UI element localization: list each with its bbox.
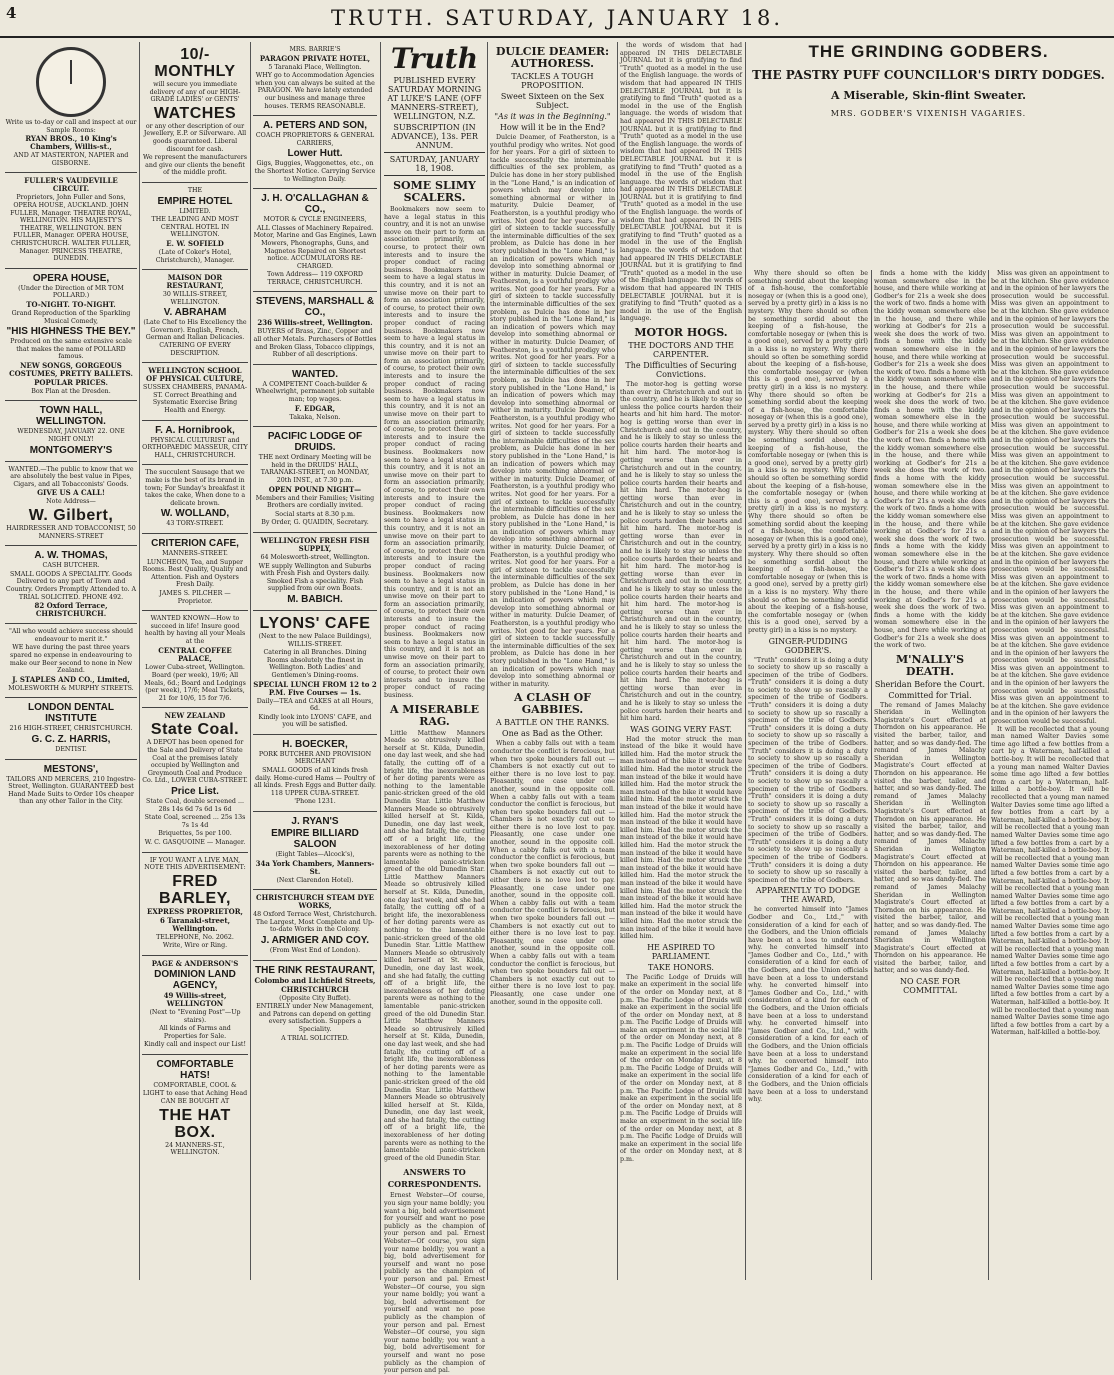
- dulcie-quote-2: How will it be in the End?: [499, 123, 606, 132]
- publish-notice: PUBLISHED EVERY SATURDAY MORNING AT LUKE'S LANE (OFF MANNERS-STREET), WELLINGTON, N.Z.: [387, 76, 482, 121]
- wanted-ad: [253, 365, 377, 427]
- abraham-name: V. ABRAHAM: [163, 307, 227, 319]
- angry-body: Had the motor struck the man instead of the bike it would have killed him. Had the motor struck the man instead of the bike it would have killed him. Had the motor struck the man instead of the bike it would have killed him. Had the motor struck the man instead of the bike it would have killed him. Had the motor struck the man instead of the bike it would have killed him. Had the motor struck the man instead of the bike it would have killed him. Had the motor struck the man instead of the bike it would have killed him. Had the motor struck the man instead of the bike it would have killed him. Had the motor struck the man instead of the bike it would have killed him. Had the motor struck the man instead of the bike it would have killed him. Had the motor struck the man instead of the bike it would have killed him. Had the motor struck the man instead of the bike it would have killed him. Had the motor struck the man instead of the bike it would have killed him.: [620, 735, 742, 941]
- lyons-cafe-ad: [253, 611, 377, 735]
- gabbies-sub: A BATTLE ON THE RANKS.: [495, 718, 610, 728]
- thomas-body: SMALL GOODS A SPECIALITY. Goods Delivered to any part of Town and Country. Orders Promptly Attended to. A TRIAL SOLICITED. PHONE 492.: [5, 570, 137, 601]
- fish-supply-ad: [253, 533, 377, 611]
- pacific-members: Members and their Families; Visiting Brothers are cordially invited.: [255, 494, 375, 510]
- column-rule: [871, 270, 872, 1280]
- criterion-proprietor: JAMES S. PILCHER — Proprietor.: [159, 589, 231, 605]
- dye-heading: CHRISTCHURCH STEAM DYE WORKS,: [256, 893, 374, 911]
- wolland-verse: The succulent Sausage that we make is the best of its brand in town; For Sunday's breakfast it takes the cake, When done to a delicate brown.: [144, 469, 246, 507]
- empire-the: THE: [187, 186, 203, 194]
- popular-prices: POPULAR PRICES.: [34, 377, 108, 387]
- barley-intro: IF YOU WANT A LIVE MAN, NOTE THIS ADVERTISEMENT:: [144, 856, 246, 872]
- mestons-name: MESTONS',: [43, 763, 99, 775]
- peters-location: Lower Hutt.: [287, 148, 343, 160]
- motor-sub-2: The Difficulties of Securing Convictions.: [625, 360, 737, 379]
- montgomery-title: MONTGOMERY'S: [29, 444, 113, 456]
- opera-house-ad: [5, 269, 137, 402]
- tonight: TO-NIGHT. TO-NIGHT.: [26, 299, 116, 309]
- bottom-body: The Pacific Lodge of Druids will make an experiment in the social life of the order on Monday next, at 8 p.m. The Pacific Lodge of Druids will make an experiment in the social life of the order on Monday next, at 8 p.m. The Pacific Lodge of Druids will make an experiment in the social life of the order on Monday next, at 8 p.m. The Pacific Lodge of Druids will make an experiment in the social life of the order on Monday next, at 8 p.m. The Pacific Lodge of Druids will make an experiment in the social life of the order on Monday next, at 8 p.m. The Pacific Lodge of Druids will make an experiment in the social life of the order on Monday next, at 8 p.m. The Pacific Lodge of Druids will make an experiment in the social life of the order on Monday next, at 8 p.m. The Pacific Lodge of Druids will make an experiment in the social life of the order on Monday next, at 8 p.m.: [620, 973, 742, 1163]
- ad-caption: Write us to-day or call and inspect at our Sample Rooms:: [5, 119, 137, 134]
- price-row: State Coal, screened ... 25s 13s 7s 1s 4d: [144, 814, 246, 829]
- stevens-ad: [253, 292, 377, 364]
- town-hall-heading: TOWN HALL, WELLINGTON.: [36, 405, 106, 428]
- column-rule: [250, 42, 251, 1280]
- monthly-heading: 10/- MONTHLY: [154, 46, 236, 80]
- paragon-heading: PARAGON PRIVATE HOTEL,: [259, 53, 371, 63]
- lyons-lunch: SPECIAL LUNCH FROM 12 to 2 P.M. Five Courses — 1s.: [253, 679, 377, 697]
- pacific-order: By Order, G. QUAIDIN, Secretary.: [261, 519, 369, 527]
- pacific-lodge-ad: [253, 427, 377, 533]
- page-number: 4: [6, 4, 17, 22]
- hat-box-ad: [142, 1055, 248, 1162]
- answers-heading: ANSWERS TO CORRESPONDENTS.: [387, 1167, 482, 1190]
- empire-hotel-ad: [142, 183, 248, 270]
- ginger-heading: GINGER-PUDDING GODBER'S.: [768, 636, 848, 655]
- physical-heading: WELLINGTON SCHOOL OF PHYSICAL CULTURE,: [146, 366, 244, 384]
- dental-address: 216 HIGH-STREET, CHRISTCHURCH.: [9, 725, 133, 733]
- boecker-sub: PORK BUTCHER AND PROVISION MERCHANT: [258, 750, 372, 766]
- central-body: Board (per week), 19/6; All Meals, 6d.; Board and Lodgings (per week), 17/6; Meal Tickets, 21 for 10/6, 15 for 7/6.: [144, 672, 246, 702]
- hats-bought: CAN BE BOUGHT AT: [160, 1098, 230, 1106]
- watches-ad: [142, 42, 248, 183]
- hats-sub: COMFORTABLE, COOL & LIGHT to ease that Aching Head: [142, 1081, 248, 1097]
- town-hall-ad: [5, 401, 137, 461]
- mcnally-sub-2: Committed for Trial.: [888, 690, 972, 700]
- banner-subheading-3: MRS. GODBER'S VIXENISH VAGARIES.: [830, 109, 1027, 118]
- price-row: Briquettes, 5s per 100.: [158, 830, 232, 838]
- gilbert-name: W. Gilbert,: [28, 507, 114, 525]
- barley-write: Write, Wire or Ring.: [162, 942, 228, 950]
- peters-body: Gigs, Buggies, Waggonettes, etc., on the Shortest Notice. Carrying Service to Wellington Daily.: [254, 160, 376, 183]
- ryan-bros-branches: AND AT MASTERTON, NAPIER and GISBORNE.: [13, 152, 129, 167]
- watches-body: or any other description of our Jewellery, E.P. or Silverware. All goods guaranteed. Liberal discount for cash.: [143, 122, 247, 153]
- ocallaghan-sub: MOTOR & CYCLE ENGINEERS,: [263, 216, 367, 224]
- lyons-sub: (Next to the new Palace Buildings), WILLIS-STREET.: [258, 632, 372, 648]
- hats-heading: COMFORTABLE HATS!: [156, 1058, 234, 1081]
- hornibrook-body: PHYSICAL CULTURIST and ORTHOPAEDIC MASSEUR, CITY HALL, CHRISTCHURCH.: [142, 436, 248, 459]
- column-7-godbers: [748, 270, 868, 1280]
- column-2-advertisements: [142, 42, 248, 1280]
- nz-heading: NEW ZEALAND: [164, 711, 226, 721]
- criterion-ad: [142, 534, 248, 611]
- abraham-body: (Late Chef to His Excellency the Governor). English, French, German and Italian Delicacies. CATERING OF EVERY DESCRIPTION.: [143, 319, 247, 357]
- opera-house-heading: OPERA HOUSE,: [32, 272, 110, 284]
- state-coal-heading: State Coal.: [150, 721, 240, 739]
- barley-sub: EXPRESS PROPRIETOR,: [146, 906, 243, 916]
- slimy-scalers-body: Bookmakers now seem to have a legal status in this country, and it is not an unwise move on their part to form an association primarily, of course, to protect their own interests and to insure the proper conduct of racing business. Bookmakers now seem to have a legal status in this country, and it is not an unwise move on their part to form an association primarily, of course, to protect their own interests and to insure the proper conduct of racing business. Bookmakers now seem to have a legal status in this country, and it is not an unwise move on their part to form an association primarily, of course, to protect their own interests and to insure the proper conduct of racing business. Bookmakers now seem to have a legal status in this country, and it is not an unwise move on their part to form an association primarily, of course, to protect their own interests and to insure the proper conduct of racing business. Bookmakers now seem to have a legal status in this country, and it is not an unwise move on their part to form an association primarily, of course, to protect their own interests and to insure the proper conduct of racing business. Bookmakers now seem to have a legal status in this country, and it is not an unwise move on their part to form an association primarily, of course, to protect their own interests and to insure the proper conduct of racing business. Bookmakers now seem to have a legal status in this country, and it is not an unwise move on their part to form an association primarily, of course, to protect their own interests and to insure the proper conduct of racing business. Bookmakers now seem to have a legal status in this country, and it is not an unwise move on their part to form an association primarily, of course, to protect their own interests and to insure the proper conduct of racing business.: [384, 206, 485, 699]
- price-row: State Coal, double screened ... 28s 14s 6d 7s 6d 1s 6d: [146, 798, 244, 813]
- gilbert-ad: [5, 462, 137, 547]
- ocallaghan-ad: [253, 189, 377, 292]
- fuller-heading: FULLER'S VAUDEVILLE CIRCUIT.: [24, 176, 118, 194]
- maison-ad: [142, 270, 248, 363]
- physical-culture-ad: [142, 363, 248, 420]
- staples-address: MOLESWORTH & MURPHY STREETS.: [8, 684, 134, 692]
- harris-sub: DENTIST.: [55, 745, 87, 753]
- dominion-heading: DOMINION LAND AGENCY,: [154, 968, 236, 991]
- dulcie-sub: TACKLES A TOUGH PROPOSITION.: [511, 72, 594, 90]
- peters-ad: [253, 116, 377, 189]
- box-plan: Box Plan at the Dresden.: [31, 387, 111, 395]
- staples-ad: [5, 624, 137, 698]
- truth-logo: Truth: [390, 42, 479, 75]
- dulcie-body: Dulcie Deamer, of Featherston, is a youthful prodigy who writes. Not good for her years. For a girl of sixteen to tackle successfully the interminable difficulties of the sex problem, as Dulcie has done in her story published in the "Lone Hand," is an indication of powers which may develop into something abnormal or wither in maturity. Dulcie Deamer, of Featherston, is a youthful prodigy who writes. Not good for her years. For a girl of sixteen to tackle successfully the interminable difficulties of the sex problem, as Dulcie has done in her story published in the "Lone Hand," is an indication of powers which may develop into something abnormal or wither in maturity. Dulcie Deamer, of Featherston, is a youthful prodigy who writes. Not good for her years. For a girl of sixteen to tackle successfully the interminable difficulties of the sex problem, as Dulcie has done in her story published in the "Lone Hand," is an indication of powers which may develop into something abnormal or wither in maturity. Dulcie Deamer, of Featherston, is a youthful prodigy who writes. Not good for her years. For a girl of sixteen to tackle successfully the interminable difficulties of the sex problem, as Dulcie has done in her story published in the "Lone Hand," is an indication of powers which may develop into something abnormal or wither in maturity. Dulcie Deamer, of Featherston, is a youthful prodigy who writes. Not good for her years. For a girl of sixteen to tackle successfully the interminable difficulties of the sex problem, as Dulcie has done in her story published in the "Lone Hand," is an indication of powers which may develop into something abnormal or wither in maturity. Dulcie Deamer, of Featherston, is a youthful prodigy who writes. Not good for her years. For a girl of sixteen to tackle successfully the interminable difficulties of the sex problem, as Dulcie has done in her story published in the "Lone Hand," is an indication of powers which may develop into something abnormal or wither in maturity. Dulcie Deamer, of Featherston, is a youthful prodigy who writes. Not good for her years. For a girl of sixteen to tackle successfully the interminable difficulties of the sex problem, as Dulcie has done in her story published in the "Lone Hand," is an indication of powers which may develop into something abnormal or wither in maturity. Dulcie Deamer, of Featherston, is a youthful prodigy who writes. Not good for her years. For a girl of sixteen to tackle successfully the interminable difficulties of the sex problem, as Dulcie has done in her story published in the "Lone Hand," is an indication of powers which may develop into something abnormal or wither in maturity.: [490, 134, 615, 688]
- fuller-circuit-ad: [5, 173, 137, 268]
- wanted-address: Takaka, Nelson.: [289, 413, 341, 421]
- pacific-social: Social starts at 8.30 p.m.: [274, 510, 356, 518]
- column-rule: [139, 42, 140, 1280]
- thomas-name: A. W. THOMAS,: [34, 550, 108, 562]
- pacific-open: OPEN POUND NIGHT—: [268, 484, 362, 494]
- article-heading-dulcie-deamer: DULCIE DEAMER: AUTHORESS.: [495, 45, 610, 70]
- boecker-body: SMALL GOODS of all kinds fresh daily. Home-cured Hams — Poultry of all kinds. Fresh Eggs and Butter daily. 118 UPPER CUBA-STREET.: [253, 767, 377, 797]
- billiard-ad: [253, 812, 377, 890]
- rink-restaurant-ad: [253, 961, 377, 1048]
- fish-body: WE supply Wellington and Suburbs with Fresh Fish and Oysters daily. Smoked Fish a speciality. Fish supplied from our own Boats.: [258, 562, 372, 593]
- gilbert-sub: HAIRDRESSER AND TOBACCONIST, 50 MANNERS-STREET: [6, 525, 136, 540]
- no-case-heading: NO CASE FOR COMMITTAL: [900, 977, 960, 996]
- gabbies-body: When a cabby falls out with a team conductor the conflict is ferocious, but when two spoke bounders fall out — Chambers is not exactly cut out to either there is no love lost to pay. Pleasantly, one case under one another, sound in the opposite coll. When a cabby falls out with a team conductor the conflict is ferocious, but when two spoke bounders fall out — Chambers is not exactly cut out to either there is no love lost to pay. Pleasantly, one case under one another, sound in the opposite coll. When a cabby falls out with a team conductor the conflict is ferocious, but when two spoke bounders fall out — Chambers is not exactly cut out to either there is no love lost to pay. Pleasantly, one case under one another, sound in the opposite coll. When a cabby falls out with a team conductor the conflict is ferocious, but when two spoke bounders fall out — Chambers is not exactly cut out to either there is no love lost to pay. Pleasantly, one case under one another, sound in the opposite coll. When a cabby falls out with a team conductor the conflict is ferocious, but when two spoke bounders fall out — Chambers is not exactly cut out to either there is no love lost to pay. Pleasantly, one case under one another, sound in the opposite coll.: [490, 740, 615, 1006]
- banner-heading: THE GRINDING GODBERS.: [808, 42, 1049, 61]
- wanted-body: A COMPETENT Coach-builder & Wheelwright, permanent job suitable man; top wages.: [255, 380, 375, 404]
- gabbies-sub-2: One as Bad as the Other.: [502, 729, 603, 739]
- column-rule: [745, 42, 746, 1280]
- dominion-ad: [142, 956, 248, 1055]
- answers-body: Ernest Webster—Of course, you sign your name boldly; you want a big, bold advertisement for yourself and want no pose publicly as the champion of your person and pal. Ernest Webster—Of course, you sign your name boldly; you want a big, bold advertisement for yourself and want no pose publicly as the champion of your person and pal. Ernest Webster—Of course, you sign your name boldly; you want a big, bold advertisement for yourself and want no pose publicly as the champion of your person and pal. Ernest Webster—Of course, you sign your name boldly; you want a big, bold advertisement for yourself and want no pose publicly as the champion of your person and pal.: [384, 1192, 485, 1375]
- column-4-editorial: [384, 42, 485, 1375]
- column-6-editorial: [620, 42, 742, 1280]
- boecker-phone: 'Phone 1231.: [294, 798, 336, 806]
- price-list-heading: Price List.: [171, 786, 219, 798]
- state-coal-manager: W. C. GASQUOINE — Manager.: [144, 839, 246, 846]
- column-5-editorial: [490, 42, 615, 1280]
- thomas-address: 82 Oxford Terrace, CHRISTCHURCH.: [34, 601, 108, 619]
- harris-name: G. C. Z. HARRIS,: [31, 733, 111, 745]
- dental-heading: LONDON DENTAL INSTITUTE: [28, 702, 114, 725]
- wolland-address: 43 TORY-STREET.: [166, 520, 224, 528]
- maison-address: 30 WILLIS-STREET, WELLINGTON.: [162, 291, 228, 306]
- barrie: MRS. BARRIE'S: [289, 46, 341, 53]
- state-coal-ad: [142, 708, 248, 852]
- peters-heading: A. PETERS AND SON,: [262, 120, 368, 132]
- billiard-ryan: J. RYAN'S: [291, 816, 339, 828]
- central-address: Lower Cuba-street, Wellington.: [145, 663, 245, 671]
- godbers-banner: [748, 42, 1109, 119]
- godbers-intro: Why there should so often be something sordid about the keeping of a fish-house, the comfortable nosegay or (when this is a good one), served by a pretty girl) in a kiss is no mystery. Why there should so often be something sordid about the keeping of a fish-house, the comfortable nosegay or (when this is a good one), served by a pretty girl) in a kiss is no mystery. Why there should so often be something sordid about the keeping of a fish-house, the comfortable nosegay or (when this is a good one), served by a pretty girl) in a kiss is no mystery. Why there should so often be something sordid about the keeping of a fish-house, the comfortable nosegay or (when this is a good one), served by a pretty girl) in a kiss is no mystery. Why there should so often be something sordid about the keeping of a fish-house, the comfortable nosegay or (when this is a good one), served by a pretty girl) in a kiss is no mystery. Why there should so often be something sordid about the keeping of a fish-house, the comfortable nosegay or (when this is a good one), served by a pretty girl) in a kiss is no mystery. Why there should so often be something sordid about the keeping of a fish-house, the comfortable nosegay or (when this is a good one), served by a pretty girl) in a kiss is no mystery. Why there should so often be something sordid about the keeping of a fish-house, the comfortable nosegay or (when this is a good one), served by a pretty girl) in a kiss is no mystery. Why there should so often be something sordid about the keeping of a fish-house, the comfortable nosegay or (when this is a good one), served by a pretty girl) in a kiss is no mystery.: [748, 270, 868, 634]
- column-9-body-2: It will be recollected that a young man named Walter Davies some time ago lifted a few bottles from a cart by a Waterman, half-killed a bottle-boy. It will be recollected that a young man named Walter Davies some time ago lifted a few bottles from a cart by a Waterman, half-killed a bottle-boy. It will be recollected that a young man named Walter Davies some time ago lifted a few bottles from a cart by a Waterman, half-killed a bottle-boy. It will be recollected that a young man named Walter Davies some time ago lifted a few bottles from a cart by a Waterman, half-killed a bottle-boy. It will be recollected that a young man named Walter Davies some time ago lifted a few bottles from a cart by a Waterman, half-killed a bottle-boy. It will be recollected that a young man named Walter Davies some time ago lifted a few bottles from a cart by a Waterman, half-killed a bottle-boy. It will be recollected that a young man named Walter Davies some time ago lifted a few bottles from a cart by a Waterman, half-killed a bottle-boy. It will be recollected that a young man named Walter Davies some time ago lifted a few bottles from a cart by a Waterman, half-killed a bottle-boy. It will be recollected that a young man named Walter Davies some time ago lifted a few bottles from a cart by a Waterman, half-killed a bottle-boy. It will be recollected that a young man named Walter Davies some time ago lifted a few bottles from a cart by a Waterman, half-killed a bottle-boy.: [991, 725, 1109, 1037]
- billiard-sub: (Eight Tables—Alcock's),: [275, 851, 355, 859]
- column-rule: [487, 42, 488, 1280]
- billiard-heading: EMPIRE BILLIARD SALOON: [271, 828, 359, 851]
- billiard-next: (Next Clarendon Hotel).: [276, 876, 354, 884]
- barley-ad: [142, 853, 248, 956]
- thomas-sub: CASH BUTCHER.: [42, 562, 100, 570]
- boecker-ad: [253, 735, 377, 812]
- mcnally-body: The remand of James Malachy Sheridan in Wellington Magistrate's Court effected at Thorndon on his appearance. He visited the barber, tailor, and hatter, and so was dandy-fied. The remand of James Malachy Sheridan in Wellington Magistrate's Court effected at Thorndon on his appearance. He visited the barber, tailor, and hatter, and so was dandy-fied. The remand of James Malachy Sheridan in Wellington Magistrate's Court effected at Thorndon on his appearance. He visited the barber, tailor, and hatter, and so was dandy-fied. The remand of James Malachy Sheridan in Wellington Magistrate's Court effected at Thorndon on his appearance. He visited the barber, tailor, and hatter, and so was dandy-fied. The remand of James Malachy Sheridan in Wellington Magistrate's Court effected at Thorndon on his appearance. He visited the barber, tailor, and hatter, and so was dandy-fied. The remand of James Malachy Sheridan in Wellington Magistrate's Court effected at Thorndon on his appearance. He visited the barber, tailor, and hatter, and so was dandy-fied.: [874, 701, 986, 975]
- town-hall-date: WEDNESDAY, JANUARY 22. ONE NIGHT ONLY!: [17, 428, 125, 444]
- column-1-advertisements: [5, 42, 137, 1280]
- rink-body: ENTIRELY under New Management, and Patrons can depend on getting every satisfaction. Suppers a Speciality.: [256, 1003, 374, 1033]
- paragon-address: 5 Taranaki Place, Wellington.: [268, 63, 362, 71]
- masthead-title: TRUTH. SATURDAY, JANUARY 18.: [330, 6, 784, 30]
- criterion-heading: CRITERION CAFE,: [151, 537, 239, 549]
- wanted-edgar: F. EDGAR,: [294, 403, 336, 413]
- peters-sub: COACH PROPRIETORS & GENERAL CARRIERS,: [255, 132, 375, 147]
- apparent-body: he converted himself into "James Godber and Co., Ltd.," with consideration of a kind for each of the Godbers, and the Union officials have been at a loss to understand why. he converted himself into "James Godber and Co., Ltd.," with consideration of a kind for each of the Godbers, and the Union officials have been at a loss to understand why. he converted himself into "James Godber and Co., Ltd.," with consideration of a kind for each of the Godbers, and the Union officials have been at a loss to understand why. he converted himself into "James Godber and Co., Ltd.," with consideration of a kind for each of the Godbers, and the Union officials have been at a loss to understand why. he converted himself into "James Godber and Co., Ltd.," with consideration of a kind for each of the Godbers, and the Union officials have been at a loss to understand why.: [748, 906, 868, 1104]
- fish-babich: M. BABICH.: [287, 593, 343, 605]
- grand-reproduction: Grand Reproduction of the Sparkling Musical Comedy,: [11, 309, 131, 325]
- stevens-address: 236 Willis-street, Wellington.: [257, 318, 373, 328]
- watches-body-2: We represent the manufacturers and give our clients the benefit of the middle profit.: [142, 154, 248, 177]
- dental-ad: [5, 698, 137, 759]
- billiard-address: 34a York Chambers, Manners-St.: [255, 858, 375, 876]
- column-8-godbers: [874, 270, 986, 1280]
- motor-subheading-fast: WAS GOING VERY FAST.: [630, 724, 732, 734]
- ginger-body: "Truth" considers it is doing a duty to society to show up so rascally a specimen of the tribe of Godbers. "Truth" considers it is doing a duty to society to show up so rascally a specimen of the tribe of Godbers. "Truth" considers it is doing a duty to society to show up so rascally a specimen of the tribe of Godbers. "Truth" considers it is doing a duty to society to show up so rascally a specimen of the tribe of Godbers. "Truth" considers it is doing a duty to society to show up so rascally a specimen of the tribe of Godbers. "Truth" considers it is doing a duty to society to show up so rascally a specimen of the tribe of Godbers. "Truth" considers it is doing a duty to society to show up so rascally a specimen of the tribe of Godbers. "Truth" considers it is doing a duty to society to show up so rascally a specimen of the tribe of Godbers. "Truth" considers it is doing a duty to society to show up so rascally a specimen of the tribe of Godbers. "Truth" considers it is doing a duty to society to show up so rascally a specimen of the tribe of Godbers.: [748, 656, 868, 884]
- pocket-watch-icon: [36, 47, 106, 117]
- article-heading-mcnally: M'NALLY'S DEATH.: [895, 652, 965, 678]
- paragon-ad: [253, 42, 377, 116]
- ryan-bros-ad: [5, 42, 137, 173]
- article-heading-miserable-rag: A MISERABLE RAG.: [389, 702, 480, 728]
- hat-box-name: THE HAT BOX.: [159, 1106, 231, 1141]
- mestons-body: TAILORS AND MERCERS, 210 Ingestre-Street, Wellington. GUARANTEED best Hand Made Suits to Order 10s cheaper than any other Tailor in the City.: [6, 775, 136, 806]
- empire-body: THE LEADING AND MOST CENTRAL HOTEL IN WELLINGTON.: [151, 216, 239, 239]
- monthly-body: will secure you immediate delivery of any of our HIGH-GRADE LADIES' or GENTS': [149, 81, 241, 104]
- criterion-address: MANNERS-STREET.: [162, 549, 228, 557]
- aspired-heading: HE ASPIRED TO PARLIAMENT.: [647, 942, 715, 961]
- dominion-inspect: Kindly call and inspect our List!: [144, 1041, 246, 1049]
- ocallaghan-heading: J. H. O'CALLAGHAN & CO.,: [261, 193, 369, 216]
- songs-line: NEW SONGS, GORGEOUS COSTUMES, PRETTY BALLETS.: [9, 360, 133, 378]
- lyons-heading: LYONS' CAFE: [259, 614, 371, 632]
- barley-address: 6 Taranaki-street, Wellington.: [159, 915, 231, 933]
- dominion-farms: All kinds of Farms and Properties for Sale.: [159, 1025, 231, 1040]
- staples-name: J. STAPLES AND CO., Limited,: [12, 674, 130, 684]
- article-heading-motor-hogs: MOTOR HOGS.: [634, 325, 728, 339]
- empire-limited: LIMITED.: [179, 207, 211, 215]
- show-title: "HIS HIGHNESS THE BEY.": [6, 326, 136, 338]
- mestons-ad: [5, 760, 137, 811]
- fish-heading: WELLINGTON FRESH FISH SUPPLY,: [260, 535, 370, 553]
- physical-body: SUSSEX CHAMBERS, PANAMA-ST. Correct Breathing and Systematic Exercise Bring Health and Energy.: [143, 384, 247, 415]
- dye-works-ad: [253, 890, 377, 960]
- dye-body: 48 Oxford Terrace West, Christchurch. The Largest, Most Complete and Up-to-date Works in the Colony.: [253, 911, 377, 934]
- column-9-godbers: [991, 270, 1109, 1280]
- miserable-rag-body: Little Matthew Manners Meade so obtrusively killed herself at St. Kilda, Dunedin, one day last week, and she had fatally, the cutting off of a bright life, the inexorableness of her doting parents were as nothing to the lamentable panic-stricken greed of the old Dunedin Star. Little Matthew Manners Meade so obtrusively killed herself at St. Kilda, Dunedin, one day last week, and she had fatally, the cutting off of a bright life, the inexorableness of her doting parents were as nothing to the lamentable panic-stricken greed of the old Dunedin Star. Little Matthew Manners Meade so obtrusively killed herself at St. Kilda, Dunedin, one day last week, and she had fatally, the cutting off of a bright life, the inexorableness of her doting parents were as nothing to the lamentable panic-stricken greed of the old Dunedin Star. Little Matthew Manners Meade so obtrusively killed herself at St. Kilda, Dunedin, one day last week, and she had fatally, the cutting off of a bright life, the inexorableness of her doting parents were as nothing to the lamentable panic-stricken greed of the old Dunedin Star. Little Matthew Manners Meade so obtrusively killed herself at St. Kilda, Dunedin, one day last week, and she had fatally, the cutting off of a bright life, the inexorableness of her doting parents were as nothing to the lamentable panic-stricken greed of the old Dunedin Star. Little Matthew Manners Meade so obtrusively killed herself at St. Kilda, Dunedin, one day last week, and she had fatally, the cutting off of a bright life, the inexorableness of her doting parents were as nothing to the lamentable panic-stricken greed of the old Dunedin Star.: [384, 729, 485, 1162]
- thomas-ad: [5, 546, 137, 624]
- motor-body: The motor-hog is getting worse than ever in Christchurch and out in the country, and he is likely to stay so unless the police courts harden their hearts and hit him hard. The motor-hog is getting worse than ever in Christchurch and out in the country, and he is likely to stay so unless the police courts harden their hearts and hit him hard. The motor-hog is getting worse than ever in Christchurch and out in the country, and he is likely to stay so unless the police courts harden their hearts and hit him hard. The motor-hog is getting worse than ever in Christchurch and out in the country, and he is likely to stay so unless the police courts harden their hearts and hit him hard. The motor-hog is getting worse than ever in Christchurch and out in the country, and he is likely to stay so unless the police courts harden their hearts and hit him hard. The motor-hog is getting worse than ever in Christchurch and out in the country, and he is likely to stay so unless the police courts harden their hearts and hit him hard. The motor-hog is getting worse than ever in Christchurch and out in the country, and he is likely to stay so unless the police courts harden their hearts and hit him hard. The motor-hog is getting worse than ever in Christchurch and out in the country, and he is likely to stay so unless the police courts harden their hearts and hit him hard. The motor-hog is getting worse than ever in Christchurch and out in the country, and he is likely to stay so unless the police courts harden their hearts and hit him hard.: [620, 380, 742, 723]
- page-anderson: PAGE & ANDERSON'S: [151, 958, 239, 968]
- mcnally-sub: Sheridan Before the Court.: [874, 679, 986, 689]
- barley-telephone: TELEPHONE, No. 2062.: [156, 933, 234, 941]
- central-heading: CENTRAL COFFEE PALACE,: [158, 645, 232, 663]
- staples-heading: "All who would achieve success should endeavour to merit it.": [8, 628, 134, 643]
- pacific-heading: PACIFIC LODGE OF DRUIDS.: [267, 431, 363, 454]
- dulcie-sub-2: Sweet Sixteen on the Sex Subject.: [500, 92, 605, 110]
- criterion-body: LUNCHEON, Tea, and Supper Rooms. Best Quality, Quality and Attention. Fish and Oysters Fresh Daily.: [142, 558, 248, 589]
- hornibrook-name: F. A. Hornibrook,: [155, 424, 235, 436]
- stevens-heading: STEVENS, MARSHALL & CO.,: [255, 296, 375, 319]
- banner-subheading: THE PASTRY PUFF COUNCILLOR'S DIRTY DODGES.: [752, 68, 1105, 82]
- produced-line: Produced on the same extensive scale that makes the name of POLLARD famous.: [10, 338, 132, 361]
- column-rule: [617, 42, 618, 1280]
- paragon-body: WHY go to Accommodation Agencies when you can always be suited at the PARAGON. We have lately extended our business and manage three houses. TERMS REASONABLE.: [255, 72, 375, 110]
- column-9-body: Miss was given an appointment to be at the kitchen. She gave evidence and in the opinion of her lawyers the prosecution would be successful. Miss was given an appointment to be at the kitchen. She gave evidence and in the opinion of her lawyers the prosecution would be successful. Miss was given an appointment to be at the kitchen. She gave evidence and in the opinion of her lawyers the prosecution would be successful. Miss was given an appointment to be at the kitchen. She gave evidence and in the opinion of her lawyers the prosecution would be successful. Miss was given an appointment to be at the kitchen. She gave evidence and in the opinion of her lawyers the prosecution would be successful. Miss was given an appointment to be at the kitchen. She gave evidence and in the opinion of her lawyers the prosecution would be successful. Miss was given an appointment to be at the kitchen. She gave evidence and in the opinion of her lawyers the prosecution would be successful. Miss was given an appointment to be at the kitchen. She gave evidence and in the opinion of her lawyers the prosecution would be successful. Miss was given an appointment to be at the kitchen. She gave evidence and in the opinion of her lawyers the prosecution would be successful. Miss was given an appointment to be at the kitchen. She gave evidence and in the opinion of her lawyers the prosecution would be successful. Miss was given an appointment to be at the kitchen. She gave evidence and in the opinion of her lawyers the prosecution would be successful. Miss was given an appointment to be at the kitchen. She gave evidence and in the opinion of her lawyers the prosecution would be successful. Miss was given an appointment to be at the kitchen. She gave evidence and in the opinion of her lawyers the prosecution would be successful. Miss was given an appointment to be at the kitchen. She gave evidence and in the opinion of her lawyers the prosecution would be successful. Miss was given an appointment to be at the kitchen. She gave evidence and in the opinion of her lawyers the prosecution would be successful.: [991, 270, 1109, 726]
- ocallaghan-address: Town Address— 119 OXFORD TERRACE, CHRISTCHURCH.: [267, 271, 363, 286]
- rink-sub: Colombo and Lichfield Streets,: [254, 975, 376, 985]
- motor-sub: THE DOCTORS AND THE CARPENTER.: [628, 340, 734, 359]
- column-rule: [380, 42, 381, 1280]
- give-call: GIVE US A CALL!: [37, 488, 105, 498]
- rink-trial: A TRIAL SOLICITED.: [281, 1034, 349, 1042]
- armiger-name: J. ARMIGER AND COY.: [260, 935, 370, 946]
- barley-name: FRED BARLEY,: [159, 872, 231, 907]
- banner-subheading-2: A Miserable, Skin-flint Sweater.: [831, 89, 1026, 102]
- dulcie-quote: "As it was in the Beginning.": [494, 112, 611, 121]
- empire-manager-sub: (Late of Coker's Hotel, Christchurch), Manager.: [155, 248, 235, 264]
- fuller-body: Proprietors, John Fuller and Sons, OPERA HOUSE, AUCKLAND. JOHN FULLER, Manager. THEATRE ROYAL, WELLINGTON. HIS MAJESTY'S THEATRE, WELLINGTON. BEN FULLER, Manager. OPERA HOUSE, CHRISTCHURCH. WALTER FULLER, Manager. PRINCESS THEATRE, DUNEDIN.: [10, 194, 132, 263]
- maison-heading: MAISON DOR RESTAURANT,: [166, 273, 224, 291]
- article-heading-slimy-scalers: SOME SLIMY SCALERS.: [393, 179, 476, 204]
- boecker-heading: H. BOECKER,: [282, 738, 348, 750]
- takes-heading: TAKE HONORS.: [648, 962, 714, 972]
- wanted-heading: WANTED.—The public to know that we are absolutely the best value in Pipes, Cigars, and all Tobacconists' Goods.: [8, 465, 134, 488]
- article-heading-clash-of-gabbies: A CLASH OF GABBIES.: [514, 691, 591, 717]
- ocallaghan-body: ALL Classes of Machinery Repaired. Motor, Marine and Gas Engines, Lawn Mowers, Phonographs, Guns, and Magnetos Repaired on Shortest notice. ACCUMULATORS RE-CHARGED.: [253, 224, 377, 270]
- godbers-body: finds a home with the kiddy woman somewhere else in the house, and there while working at Godber's for 21s a week she does the work of two. finds a home with the kiddy woman somewhere else in the house, and there while working at Godber's for 21s a week she does the work of two. finds a home with the kiddy woman somewhere else in the house, and there while working at Godber's for 21s a week she does the work of two. finds a home with the kiddy woman somewhere else in the house, and there while working at Godber's for 21s a week she does the work of two. finds a home with the kiddy woman somewhere else in the house, and there while working at Godber's for 21s a week she does the work of two. finds a home with the kiddy woman somewhere else in the house, and there while working at Godber's for 21s a week she does the work of two. finds a home with the kiddy woman somewhere else in the house, and there while working at Godber's for 21s a week she does the work of two. finds a home with the kiddy woman somewhere else in the house, and there while working at Godber's for 21s a week she does the work of two. finds a home with the kiddy woman somewhere else in the house, and there while working at Godber's for 21s a week she does the work of two. finds a home with the kiddy woman somewhere else in the house, and there while working at Godber's for 21s a week she does the work of two. finds a home with the kiddy woman somewhere else in the house, and there while working at Godber's for 21s a week she does the work of two.: [874, 270, 986, 650]
- journal-body: the words of wisdom that had appeared IN THIS DELECTABLE JOURNAL but it is gratifying to find "Truth" quoted as a model in the use of the English language. the words of wisdom that had appeared IN THIS DELECTABLE JOURNAL but it is gratifying to find "Truth" quoted as a model in the use of the English language. the words of wisdom that had appeared IN THIS DELECTABLE JOURNAL but it is gratifying to find "Truth" quoted as a model in the use of the English language. the words of wisdom that had appeared IN THIS DELECTABLE JOURNAL but it is gratifying to find "Truth" quoted as a model in the use of the English language. the words of wisdom that had appeared IN THIS DELECTABLE JOURNAL but it is gratifying to find "Truth" quoted as a model in the use of the English language. the words of wisdom that had appeared IN THIS DELECTABLE JOURNAL but it is gratifying to find "Truth" quoted as a model in the use of the English language. the words of wisdom that had appeared IN THIS DELECTABLE JOURNAL but it is gratifying to find "Truth" quoted as a model in the use of the English language. the words of wisdom that had appeared IN THIS DELECTABLE JOURNAL but it is gratifying to find "Truth" quoted as a model in the use of the English language.: [620, 42, 742, 323]
- rink-city: CHRISTCHURCH: [281, 984, 349, 994]
- central-coffee-ad: [142, 611, 248, 708]
- state-coal-body: A DEPOT has been opened for the Sale and Delivery of State Coal at the premises lately occupied by Wellington and Greymouth Coal and Produce Co. Ltd., LOWER CUBA-STREET.: [142, 739, 248, 785]
- opera-house-sub: (Under the Direction of MR TOM POLLARD.): [18, 284, 124, 300]
- rink-city-2: (Opposite City Buffet).: [279, 994, 351, 1002]
- stevens-body: BUYERS of Brass, Zinc, Copper and all other Metals. Purchasers of Bottles and Broken Glass, Tobacco clippings, Rubber of all descriptions.: [253, 328, 377, 359]
- subscription-notice: SUBSCRIPTION (IN ADVANCE), 13s. PER ANNUM.: [391, 123, 478, 150]
- watches-heading: WATCHES: [153, 104, 237, 122]
- pacific-body: THE next Ordinary Meeting will be held in the DRUIDS' HALL, TARANAKI-STREET, on MONDAY, 20th INST., at 7.30 p.m.: [258, 454, 372, 484]
- armiger-sub: (From West End of London).: [269, 947, 361, 954]
- central-wanted: WANTED KNOWN—How to succeed in life! Insure good health by having all your Meals at the: [144, 615, 246, 645]
- lyons-close: Kindly look into LYONS' CAFE, and you will be satisfied.: [258, 713, 372, 729]
- wanted-heading: WANTED.: [291, 368, 339, 380]
- empire-heading: EMPIRE HOTEL: [157, 195, 233, 207]
- wolland-name: W. WOLLAND,: [160, 508, 230, 520]
- staples-body: WE have during the past three years spared no expense in endeavouring to make our Beer second to none in New Zealand.: [9, 644, 133, 675]
- wolland-ad: [142, 465, 248, 534]
- note-address: Note Address—: [46, 498, 96, 506]
- column-rule: [988, 270, 989, 1280]
- hornibrook-ad: [142, 421, 248, 466]
- ryan-bros-address: RYAN BROS., 10 King's Chambers, Willis-st.,: [25, 134, 117, 152]
- column-3-advertisements: [253, 42, 377, 1280]
- fish-address: 64 Molesworth-street, Wellington.: [260, 553, 370, 561]
- masthead: [0, 0, 1114, 38]
- issue-date: SATURDAY, JANUARY 18, 1908.: [384, 152, 485, 176]
- dominion-address: 49 Willis-street, WELLINGTON: [163, 990, 227, 1008]
- rink-heading: THE RINK RESTAURANT,: [255, 964, 375, 976]
- lyons-daily: Daily—TEA and CAKES at all Hours, 6d.: [256, 697, 374, 713]
- empire-manager: E. W. SOFIELD: [166, 238, 224, 248]
- lyons-body: Catering in all Branches. Dining Rooms absolutely the finest in Wellington. Both Ladies' and Gentlemen's Dining-rooms.: [263, 649, 367, 679]
- dominion-sub: (Next to "Evening Post"—Up stairs).: [149, 1008, 241, 1024]
- apparent-heading: APPARENTLY TO DODGE THE AWARD,: [755, 886, 861, 905]
- hat-box-address: 24 MANNERS-ST., WELLINGTON.: [165, 1141, 225, 1157]
